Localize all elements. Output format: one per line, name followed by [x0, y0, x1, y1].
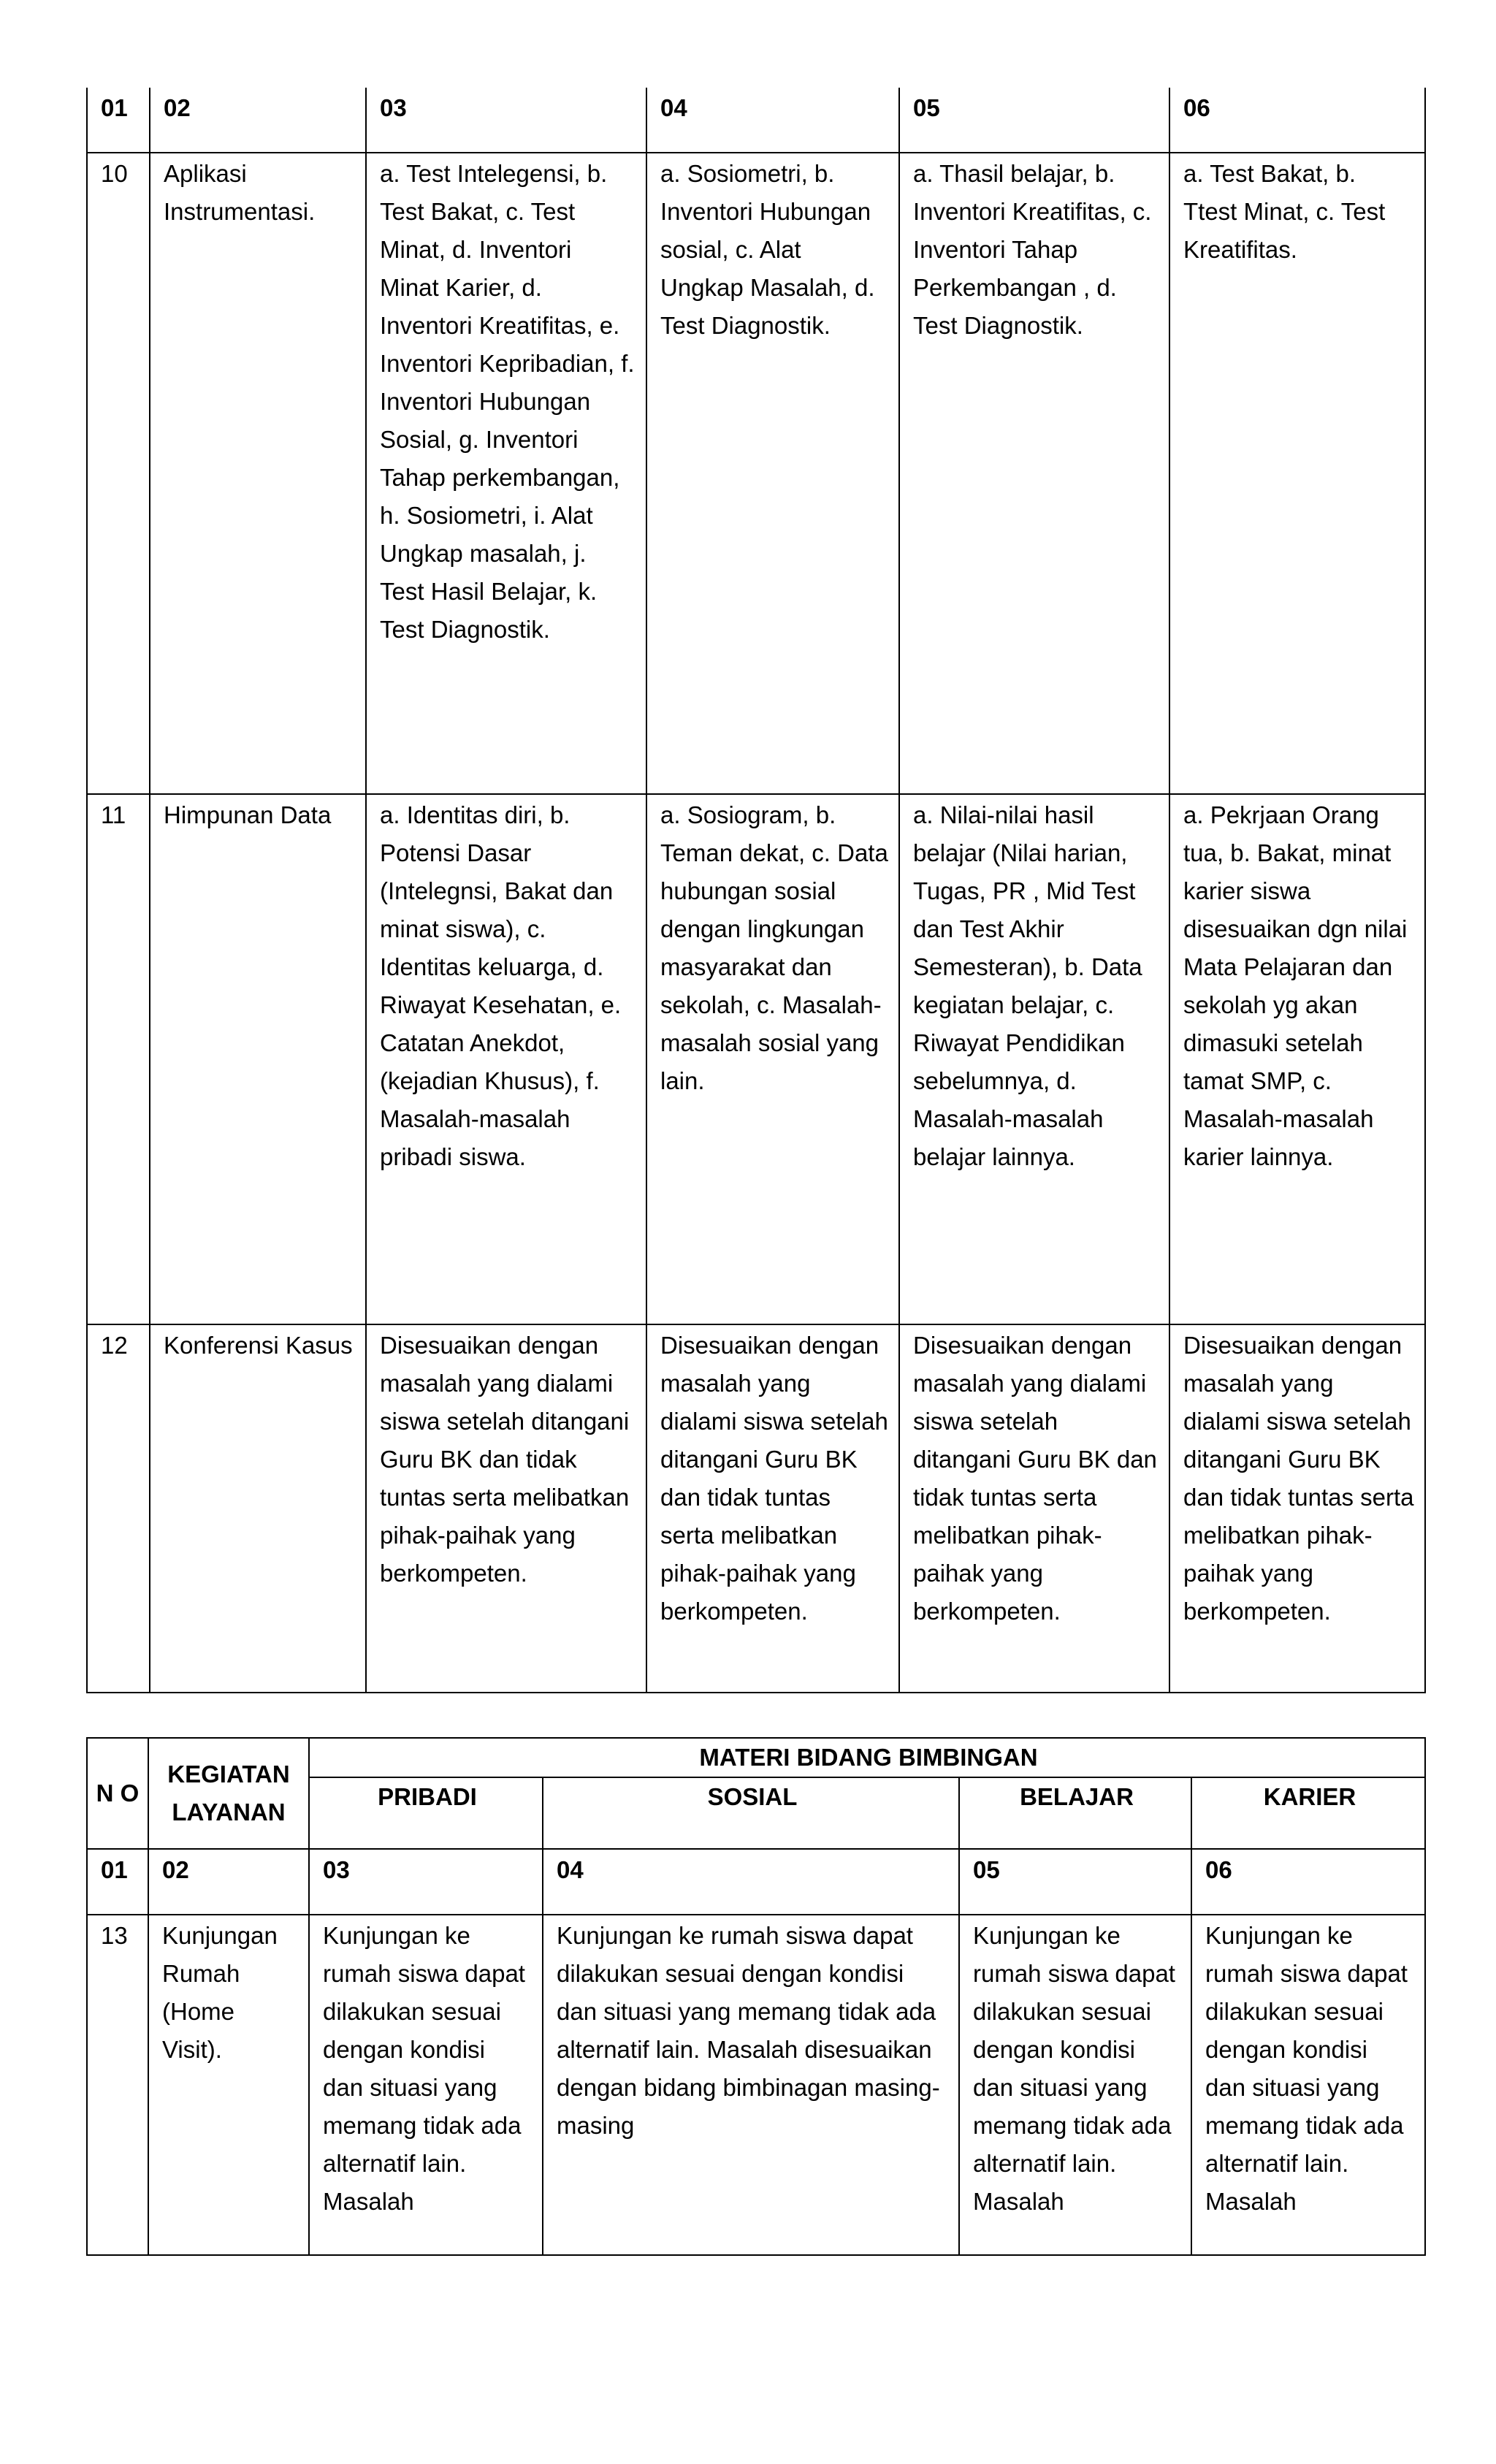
belajar-cell: Disesuaikan dengan masalah yang dialami siswa setelah ditangani Guru BK dan tidak tuntas serta melibatkan pihak-paihak yang berkompeten. — [899, 1324, 1169, 1693]
pribadi-cell: a. Identitas diri, b. Potensi Dasar (Intelegnsi, Bakat dan minat siswa), c. Identitas keluarga, d. Riwayat Kesehatan, e. Catatan Anekdot, (kejadian Khusus), f. Masalah-masalah pribadi siswa. — [366, 794, 646, 1324]
karier-cell: a. Pekrjaan Orang tua, b. Bakat, minat karier siswa disesuaikan dgn nilai Mata Pelajaran dan sekolah yg akan dimasuki setelah tamat SMP, c. Masalah-masalah karier lainnya. — [1169, 794, 1425, 1324]
belajar-cell: a. Nilai-nilai hasil belajar (Nilai harian, Tugas, PR , Mid Test dan Test Akhir Semesteran), b. Data kegiatan belajar, c. Riwayat Pendidikan sebelumnya, d. Masalah-masalah belajar lainnya. — [899, 794, 1169, 1324]
col-number-02: 02 — [150, 88, 366, 153]
karier-header: KARIER — [1191, 1777, 1425, 1849]
pribadi-cell: Disesuaikan dengan masalah yang dialami siswa setelah ditangani Guru BK dan tidak tuntas serta melibatkan pihak-paihak yang berkompeten. — [366, 1324, 646, 1693]
col-number-05: 05 — [899, 88, 1169, 153]
no-header: N O — [87, 1738, 148, 1849]
col-number-05: 05 — [959, 1849, 1191, 1915]
row-number: 13 — [87, 1915, 148, 2255]
kegiatan-cell: Kunjungan Rumah (Home Visit). — [148, 1915, 309, 2255]
table-row — [87, 1324, 1425, 1693]
table-row — [87, 1915, 1425, 2255]
sosial-cell: Disesuaikan dengan masalah yang dialami siswa setelah ditangani Guru BK dan tidak tuntas serta melibatkan pihak-paihak yang berkompeten. — [646, 1324, 899, 1693]
karier-cell: Kunjungan ke rumah siswa dapat dilakukan sesuai dengan kondisi dan situasi yang memang tidak ada alternatif lain. Masalah — [1191, 1915, 1425, 2255]
kegiatan-layanan-header: KEGIATAN LAYANAN — [148, 1738, 309, 1849]
row-number: 12 — [87, 1324, 150, 1693]
sosial-header: SOSIAL — [543, 1777, 959, 1849]
table-row — [87, 794, 1425, 1324]
belajar-cell: a. Thasil belajar, b. Inventori Kreatifitas, c. Inventori Tahap Perkembangan , d. Test Diagnostik. — [899, 153, 1169, 794]
kegiatan-cell: Konferensi Kasus — [150, 1324, 366, 1693]
header-row-1 — [87, 1738, 1425, 1777]
col-number-01: 01 — [87, 88, 150, 153]
materi-bidang-header: MATERI BIDANG BIMBINGAN — [309, 1738, 1425, 1777]
row-number: 10 — [87, 153, 150, 794]
col-number-02: 02 — [148, 1849, 309, 1915]
bk-program-table-2 — [86, 1737, 1426, 2256]
pribadi-header: PRIBADI — [309, 1777, 543, 1849]
column-number-row — [87, 1849, 1425, 1915]
sosial-cell: a. Sosiogram, b. Teman dekat, c. Data hubungan sosial dengan lingkungan masyarakat dan sekolah, c. Masalah-masalah sosial yang lain. — [646, 794, 899, 1324]
col-number-03: 03 — [366, 88, 646, 153]
column-number-row — [87, 88, 1425, 153]
kegiatan-cell: Himpunan Data — [150, 794, 366, 1324]
col-number-06: 06 — [1191, 1849, 1425, 1915]
row-number: 11 — [87, 794, 150, 1324]
sosial-cell: a. Sosiometri, b. Inventori Hubungan sosial, c. Alat Ungkap Masalah, d. Test Diagnostik. — [646, 153, 899, 794]
kegiatan-cell: Aplikasi Instrumentasi. — [150, 153, 366, 794]
belajar-cell: Kunjungan ke rumah siswa dapat dilakukan sesuai dengan kondisi dan situasi yang memang tidak ada alternatif lain. Masalah — [959, 1915, 1191, 2255]
bk-program-table-continued — [86, 88, 1426, 1693]
col-number-04: 04 — [646, 88, 899, 153]
col-number-06: 06 — [1169, 88, 1425, 153]
table-row — [87, 153, 1425, 794]
sosial-cell: Kunjungan ke rumah siswa dapat dilakukan sesuai dengan kondisi dan situasi yang memang tidak ada alternatif lain. Masalah disesuaikan dengan bidang bimbinagan masing-masing — [543, 1915, 959, 2255]
col-number-04: 04 — [543, 1849, 959, 1915]
pribadi-cell: Kunjungan ke rumah siswa dapat dilakukan sesuai dengan kondisi dan situasi yang memang tidak ada alternatif lain. Masalah — [309, 1915, 543, 2255]
karier-cell: a. Test Bakat, b. Ttest Minat, c. Test Kreatifitas. — [1169, 153, 1425, 794]
karier-cell: Disesuaikan dengan masalah yang dialami siswa setelah ditangani Guru BK dan tidak tuntas serta melibatkan pihak-paihak yang berkompeten. — [1169, 1324, 1425, 1693]
pribadi-cell: a. Test Intelegensi, b. Test Bakat, c. Test Minat, d. Inventori Minat Karier, d. Inventori Kreatifitas, e. Inventori Kepribadian, f. Inventori Hubungan Sosial, g. Inventori Tahap perkembangan, h. Sosiometri, i. Alat Ungkap masalah, j. Test Hasil Belajar, k. Test Diagnostik. — [366, 153, 646, 794]
belajar-header: BELAJAR — [959, 1777, 1191, 1849]
col-number-03: 03 — [309, 1849, 543, 1915]
col-number-01: 01 — [87, 1849, 148, 1915]
